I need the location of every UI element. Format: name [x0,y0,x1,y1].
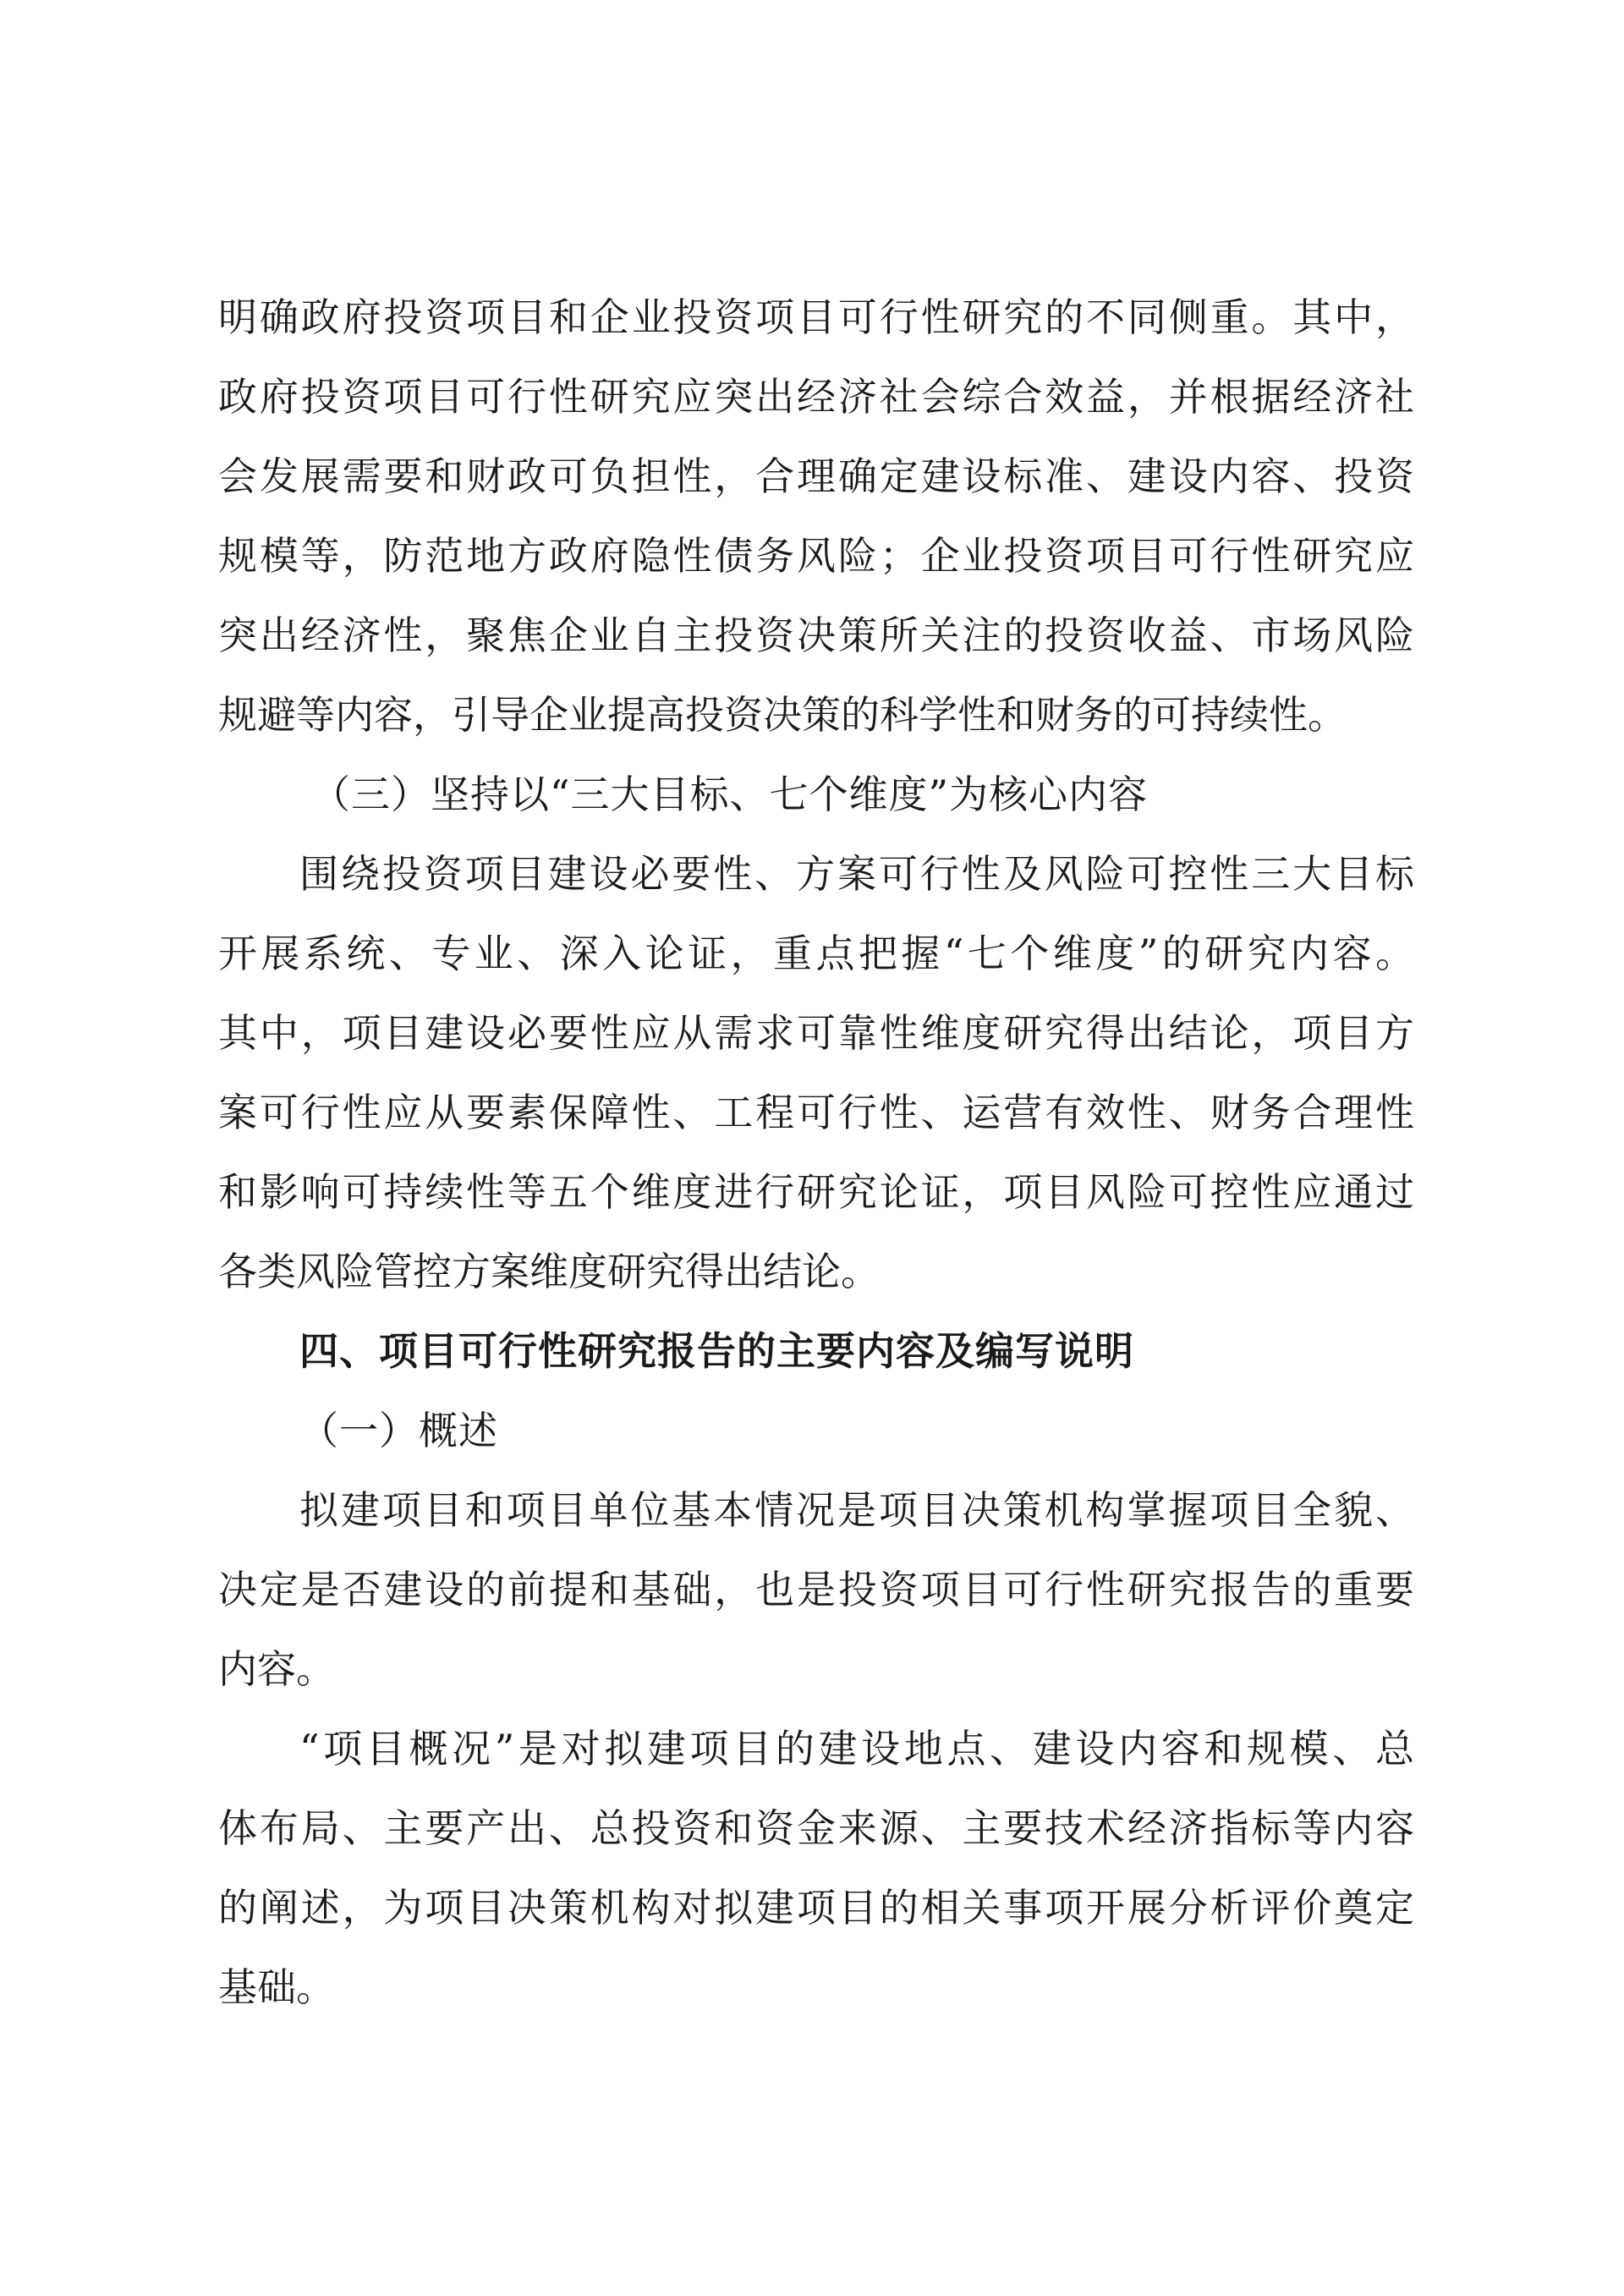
text-line: 开展系统、专业、深入论证，重点把握“七个维度”的研究内容。 [218,931,1414,976]
text-line: 基础。 [218,1964,335,2010]
paragraph-policy-focus [218,277,1414,755]
text-line: 会发展需要和财政可负担性，合理确定建设标准、建设内容、投资 [218,453,1414,499]
text-line: 其中，项目建设必要性应从需求可靠性维度研究得出结论，项目方 [218,1010,1414,1056]
text-line: 围绕投资项目建设必要性、方案可行性及风险可控性三大目标 [299,851,1414,897]
section-heading-overview: （一）概述 [299,1408,498,1453]
text-line: 案可行性应从要素保障性、工程可行性、运营有效性、财务合理性 [218,1090,1414,1135]
text-line: 明确政府投资项目和企业投资项目可行性研究的不同侧重。其中， [218,294,1414,340]
paragraph-seven-dimensions [218,834,1414,1311]
section-heading-3: （三）坚持以“三大目标、七个维度”为核心内容 [311,772,1149,817]
text-line: 政府投资项目可行性研究应突出经济社会综合效益，并根据经济社 [218,374,1414,420]
text-line: 各类风险管控方案维度研究得出结论。 [218,1249,880,1294]
chapter-heading-4: 四、项目可行性研究报告的主要内容及编写说明 [299,1328,1134,1374]
text-line: 内容。 [218,1646,335,1692]
text-line: 决定是否建设的前提和基础，也是投资项目可行性研究报告的重要 [218,1567,1414,1612]
text-line: “项目概况”是对拟建项目的建设地点、建设内容和规模、总 [299,1726,1414,1771]
paragraph-basic-info [218,1470,1414,1709]
text-line: 体布局、主要产出、总投资和资金来源、主要技术经济指标等内容 [218,1805,1414,1851]
text-line: 拟建项目和项目单位基本情况是项目决策机构掌握项目全貌、 [299,1487,1414,1533]
text-line: 和影响可持续性等五个维度进行研究论证，项目风险可控性应通过 [218,1169,1414,1215]
paragraph-project-overview [218,1709,1414,2027]
text-line: 的阐述，为项目决策机构对拟建项目的相关事项开展分析评价奠定 [218,1885,1414,1931]
text-line: 规避等内容，引导企业提高投资决策的科学性和财务的可持续性。 [218,692,1347,738]
text-line: 规模等，防范地方政府隐性债务风险；企业投资项目可行性研究应 [218,533,1414,579]
document-body [218,277,1414,2027]
text-line: 突出经济性，聚焦企业自主投资决策所关注的投资收益、市场风险 [218,612,1414,658]
